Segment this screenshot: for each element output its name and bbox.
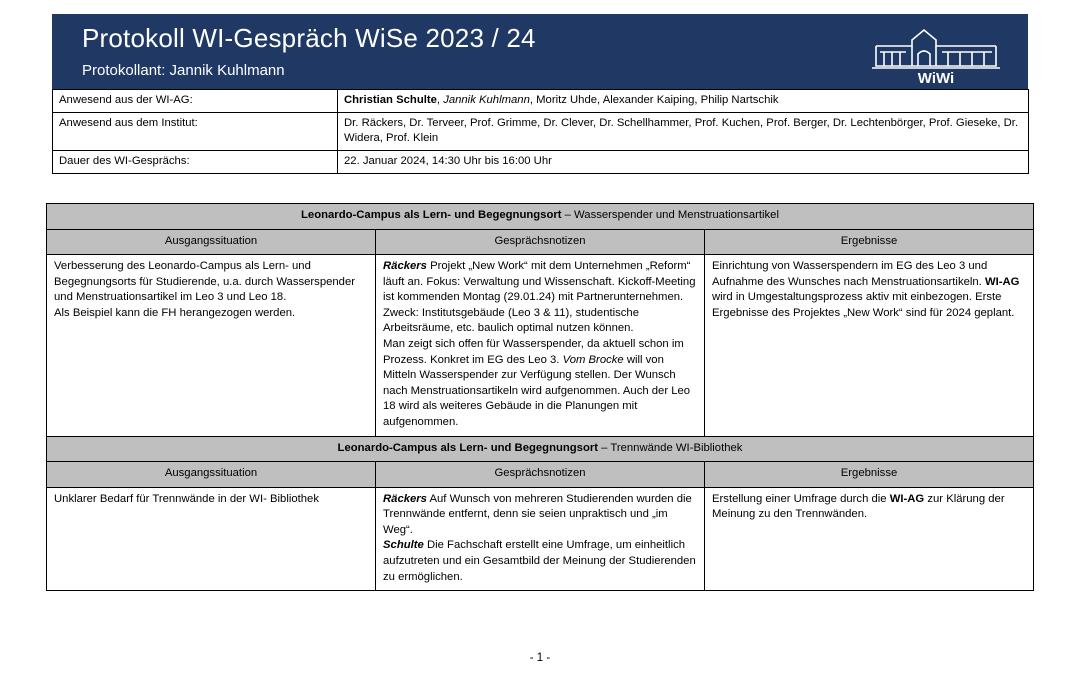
paragraph [712, 259, 1026, 321]
text-run: Projekt „New Work“ mit dem Unternehmen „Reform“ läuft an. Fokus: Verwaltung und Wissenschaft. Kickoff-Meeting ist kommenden Montag (29.01.24) mit Partnerunternehmen. Zweck: Institutsgebäude (Leo 3 & 11), studentische Arbeitsräume, etc. baulich optimal nutzen können. [383, 260, 696, 335]
page-footer: - 1 - [529, 652, 551, 664]
cell-ausgangssituation [47, 487, 376, 590]
text-run: Räckers [383, 260, 427, 273]
attendance-value [338, 90, 1029, 113]
paragraph [383, 492, 697, 539]
cell-gespraechsnotizen [376, 255, 705, 436]
text-run: Man zeigt sich offen für Wasserspender, da aktuell schon im Prozess. Konkret im EG des Leo 3. [383, 338, 684, 366]
text-run: zur Klärung der Meinung zu den Trennwänden. [712, 492, 1005, 521]
text-run: Christian Schulte [344, 94, 437, 106]
attendance-row [53, 150, 1029, 173]
text-run: 22. Januar 2024, 14:30 Uhr bis 16:00 Uhr [344, 154, 552, 167]
text-run: Jannik Kuhlmann [443, 94, 530, 106]
section-title-strong: Leonardo-Campus als Lern- und Begegnungsort [337, 441, 599, 454]
paragraph [54, 306, 368, 322]
column-header-row [47, 229, 1034, 255]
column-header-ausgangssituation: Ausgangssituation [47, 462, 376, 488]
text-run: Als Beispiel kann die FH herangezogen werden. [54, 306, 296, 319]
column-header-gespraechsnotizen: Gesprächsnotizen [376, 462, 705, 488]
column-header-ergebnisse: Ergebnisse [705, 229, 1034, 255]
attendance-label: Anwesend aus der WI-AG: [53, 90, 338, 113]
text-run: Schulte [383, 539, 424, 552]
paragraph [383, 337, 697, 430]
text-run: Die Fachschaft erstellt eine Umfrage, um einheitlich aufzutreten und ein Gesamtbild der Meinung der Studierenden zu ermöglichen. [383, 539, 696, 583]
table-row [47, 487, 1034, 590]
section-title-row [47, 436, 1034, 462]
svg-text:WiWi: WiWi [917, 70, 955, 86]
section-title-strong: Leonardo-Campus als Lern- und Begegnungsort [301, 209, 562, 221]
paragraph [54, 259, 368, 306]
table-row [47, 255, 1034, 436]
attendance-label: Dauer des WI-Gesprächs: [53, 150, 338, 173]
cell-ergebnisse [705, 255, 1034, 436]
text-run: Dr. Räckers, Dr. Terveer, Prof. Grimme, Dr. Clever, Dr. Schellhammer, Prof. Kuchen, Prof. Berger, Dr. Lechtenbörger, Prof. Gieseke, Dr. Widera, Prof. Klein [344, 116, 1019, 144]
attendance-row [53, 112, 1029, 150]
text-run: will von Mitteln Wasserspender zur Verfügung stellen. Der Wunsch nach Menstruationsartikeln wird aufgenommen. Auch der Leo 18 wird als weiteres Gebäude in die Planungen mit aufgenommen. [383, 353, 691, 428]
column-header-row [47, 462, 1034, 488]
section-title-rest: – Wasserspender und Menstruationsartikel [561, 209, 779, 221]
section-title-rest: – Trennwände WI-Bibliothek [598, 441, 743, 454]
column-header-ausgangssituation: Ausgangssituation [47, 229, 376, 255]
text-run: Erstellung einer Umfrage durch die [712, 492, 890, 505]
attendance-label: Anwesend aus dem Institut: [53, 112, 338, 150]
title-banner [52, 14, 1028, 89]
text-run: , Moritz Uhde, Alexander Kaiping, Philip Nartschik [529, 94, 779, 106]
section-title [47, 204, 1034, 230]
paragraph [712, 492, 1026, 523]
banner-text-block [82, 22, 536, 79]
text-run: Vom Brocke [562, 353, 624, 366]
text-run: Verbesserung des Leonardo-Campus als Lern- und Begegnungsorts für Studierende, u.a. durch Wasserspender und Menstruationsartikel im Leo 3 und Leo 18. [54, 260, 356, 304]
text-run: Unklarer Bedarf für Trennwände in der WI- Bibliothek [54, 492, 319, 505]
text-run: Einrichtung von Wasserspendern im EG des Leo 3 und Aufnahme des Wunsches nach Menstruationsartikeln. [712, 260, 988, 288]
cell-ergebnisse [705, 487, 1034, 590]
cell-gespraechsnotizen [376, 487, 705, 590]
attendance-table [52, 89, 1029, 174]
attendance-value [338, 112, 1029, 150]
wiwi-logo [872, 24, 1000, 89]
text-run: , [436, 94, 444, 106]
paragraph [383, 259, 697, 337]
text-run: wird in Umgestaltungsprozess aktiv mit einbezogen. Erste Ergebnisse des Projektes „New Work“ sind für 2024 geplant. [712, 291, 1015, 319]
protocol-table [46, 203, 1034, 591]
section-title-row [47, 204, 1034, 230]
attendance-value [338, 150, 1029, 173]
protocol-author: Protokollant: Jannik Kuhlmann [82, 61, 285, 79]
column-header-gespraechsnotizen: Gesprächsnotizen [376, 229, 705, 255]
cell-ausgangssituation [47, 255, 376, 436]
section-title [47, 436, 1034, 462]
text-run: WI-AG [889, 492, 925, 505]
page-title: Protokoll WI-Gespräch WiSe 2023 / 24 [82, 23, 536, 53]
paragraph [383, 538, 697, 585]
column-header-ergebnisse: Ergebnisse [705, 462, 1034, 488]
paragraph [54, 492, 368, 508]
text-run: WI-AG [984, 275, 1020, 288]
attendance-row [53, 90, 1029, 113]
text-run: Räckers [383, 492, 427, 505]
text-run: Auf Wunsch von mehreren Studierenden wurden die Trennwände entfernt, denn sie seien unpraktisch und „im Weg“. [383, 492, 692, 536]
